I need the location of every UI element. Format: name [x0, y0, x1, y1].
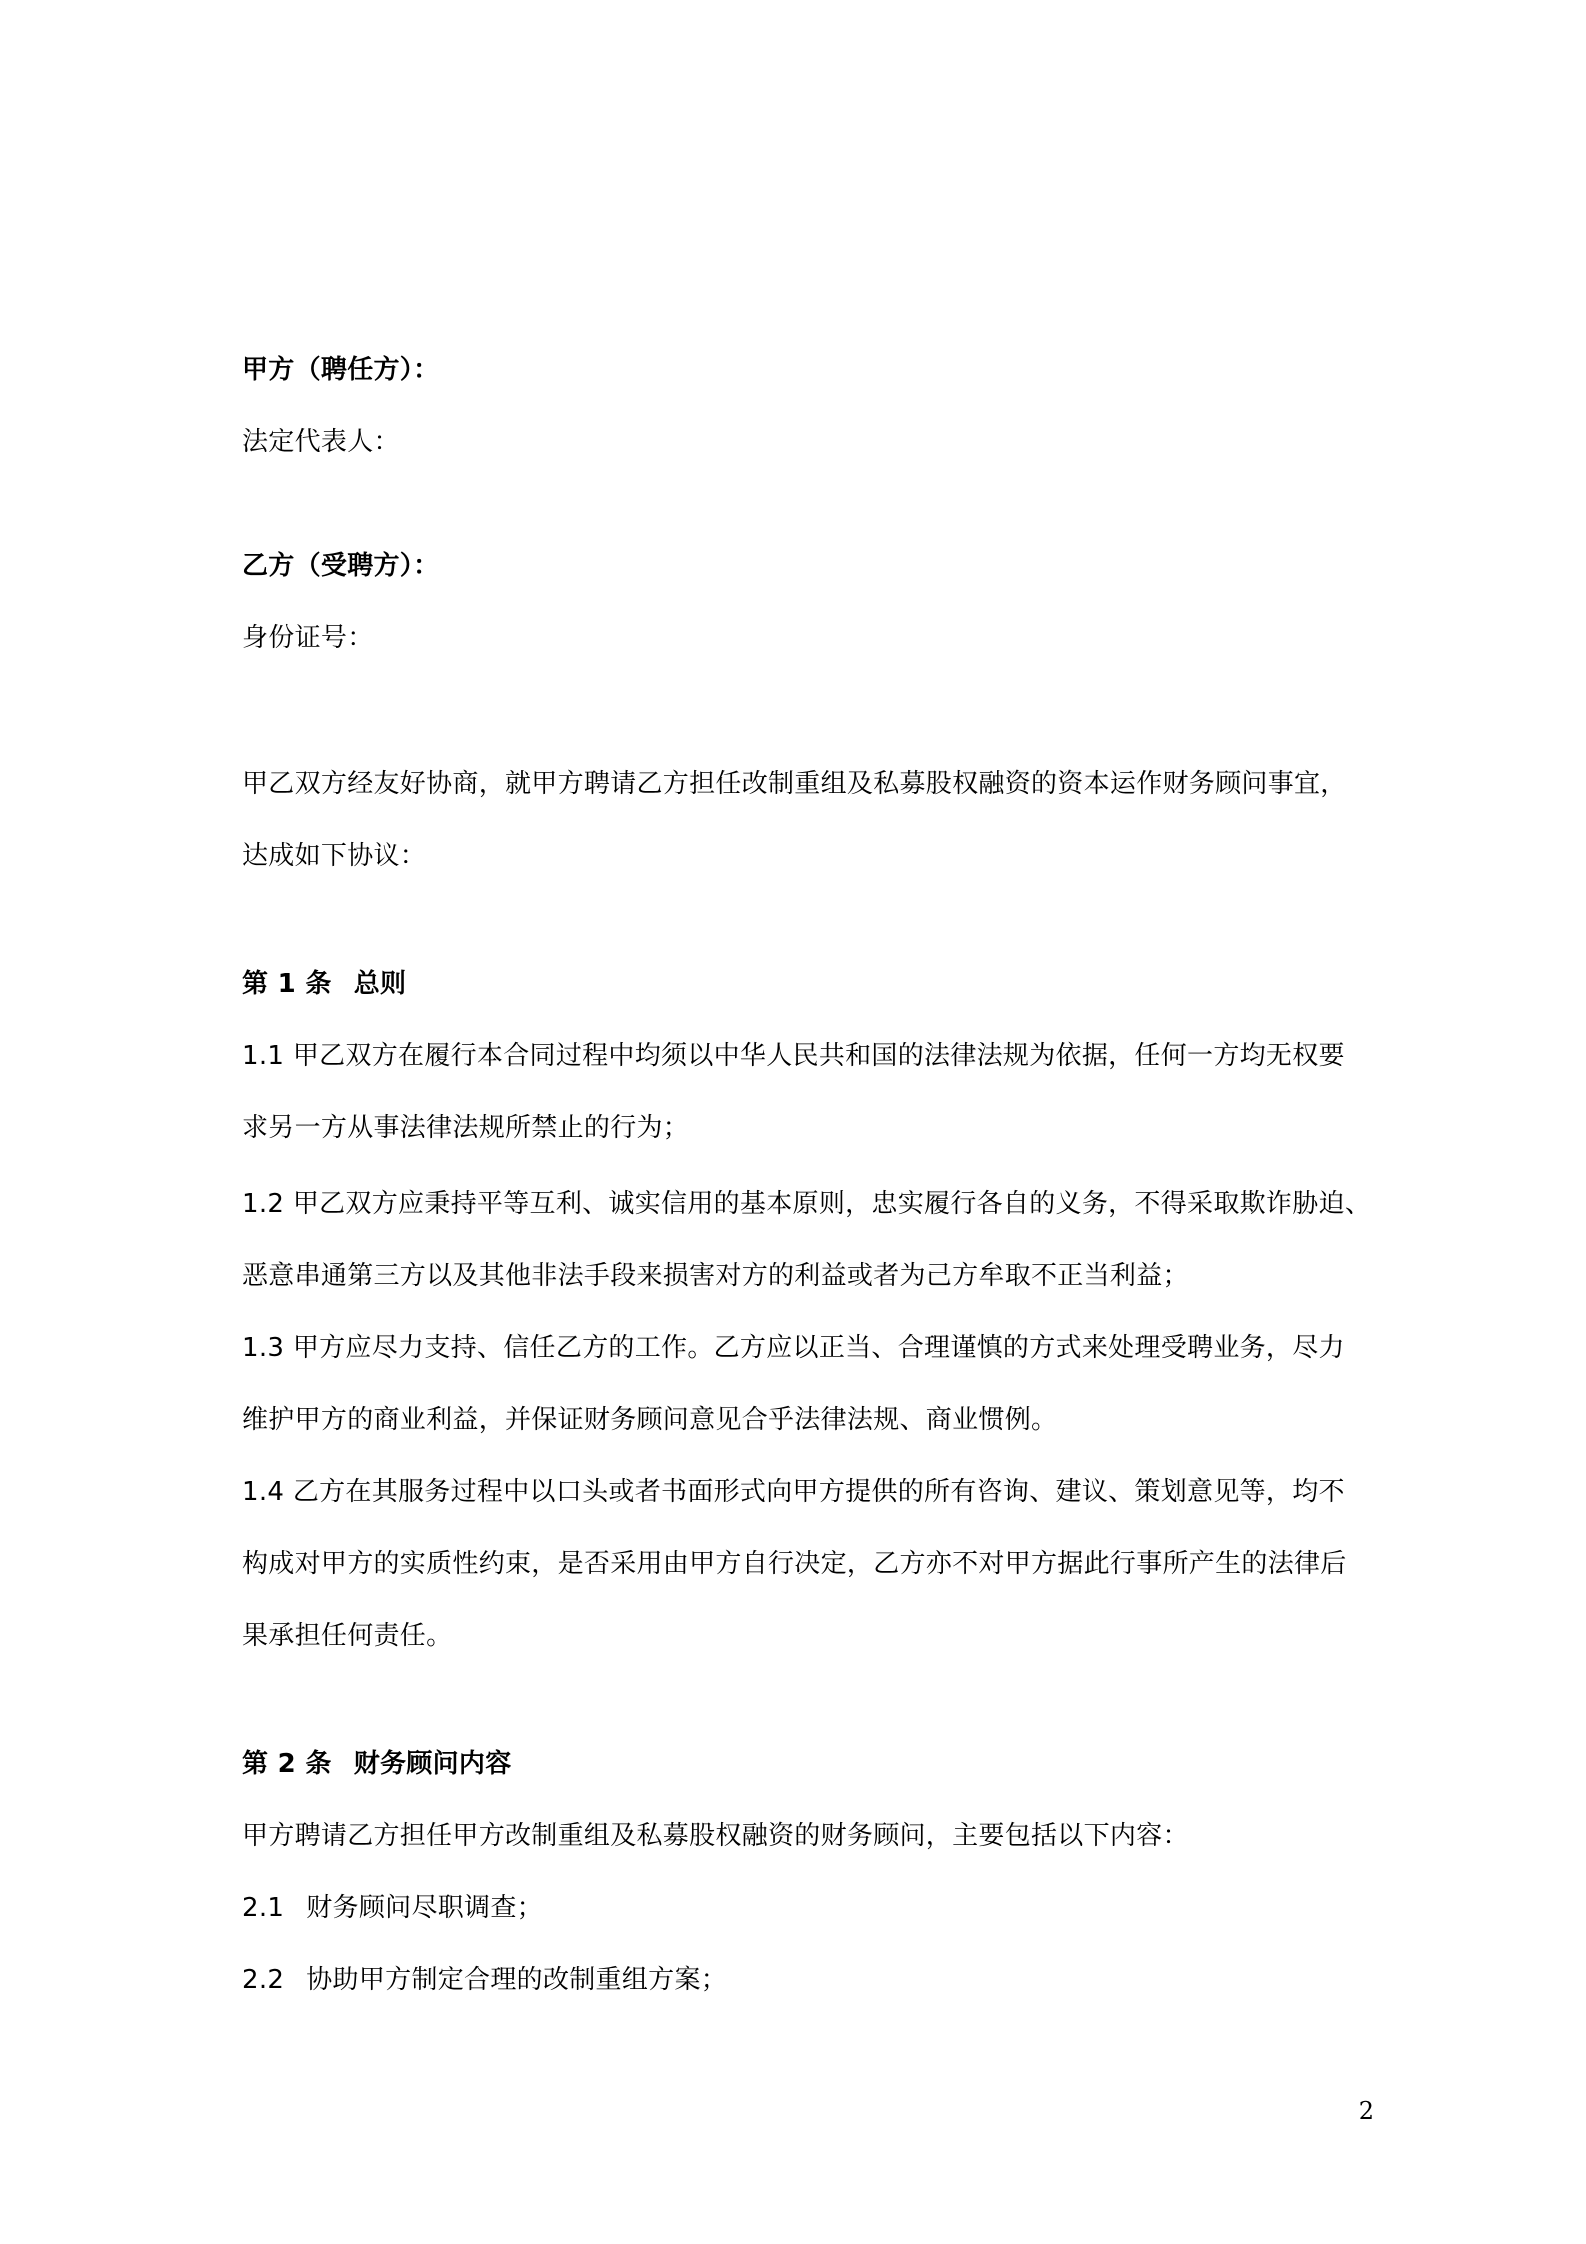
article-2-number: 第 2 条	[242, 1749, 332, 1779]
article-1-line: 1.1 甲乙双方在履行本合同过程中均须以中华人民共和国的法律法规为依据，任何一方均无权要	[242, 1041, 1345, 1071]
article-1-line: 恶意串通第三方以及其他非法手段来损害对方的利益或者为己方牟取不正当利益；	[242, 1261, 1189, 1291]
article-2-item-number: 2.2	[242, 1965, 285, 1995]
article-2-heading	[242, 1746, 1362, 1782]
article-1-line: 1.2 甲乙双方应秉持平等互利、诚实信用的基本原则，忠实履行各自的义务，不得采取欺诈胁迫、	[242, 1189, 1372, 1219]
page-number: 2	[1358, 2097, 1374, 2125]
article-2-item-text: 协助甲方制定合理的改制重组方案；	[306, 1965, 728, 1995]
article-1-line: 1.3 甲方应尽力支持、信任乙方的工作。乙方应以正当、合理谨慎的方式来处理受聘业务，尽力	[242, 1333, 1345, 1363]
article-2-intro: 甲方聘请乙方担任甲方改制重组及私募股权融资的财务顾问，主要包括以下内容：	[242, 1821, 1189, 1851]
party-b-label: 乙方（受聘方）：	[242, 551, 440, 581]
article-2-item-number: 2.1	[242, 1893, 285, 1923]
article-1-number: 第 1 条	[242, 969, 332, 999]
preamble-line: 甲乙双方经友好协商，就甲方聘请乙方担任改制重组及私募股权融资的资本运作财务顾问事宜，	[242, 769, 1347, 799]
article-2-item	[242, 1962, 1362, 1998]
article-1-heading	[242, 966, 1362, 1002]
article-2-item-text: 财务顾问尽职调查；	[306, 1893, 543, 1923]
article-1-line: 求另一方从事法律法规所禁止的行为；	[242, 1113, 690, 1143]
party-a-label: 甲方（聘任方）：	[242, 355, 440, 385]
article-1-title: 总则	[353, 969, 407, 999]
legal-representative-label: 法定代表人：	[242, 427, 400, 457]
preamble-line: 达成如下协议：	[242, 841, 427, 871]
article-1-line: 构成对甲方的实质性约束，是否采用由甲方自行决定，乙方亦不对甲方据此行事所产生的法律后	[242, 1549, 1347, 1579]
article-2-title: 财务顾问内容	[353, 1749, 512, 1779]
article-1-line: 果承担任何责任。	[242, 1621, 453, 1651]
article-2-item	[242, 1890, 1362, 1926]
id-number-label: 身份证号：	[242, 623, 374, 653]
article-1-line: 1.4 乙方在其服务过程中以口头或者书面形式向甲方提供的所有咨询、建议、策划意见等，均不	[242, 1477, 1345, 1507]
article-1-line: 维护甲方的商业利益，并保证财务顾问意见合乎法律法规、商业惯例。	[242, 1405, 1058, 1435]
